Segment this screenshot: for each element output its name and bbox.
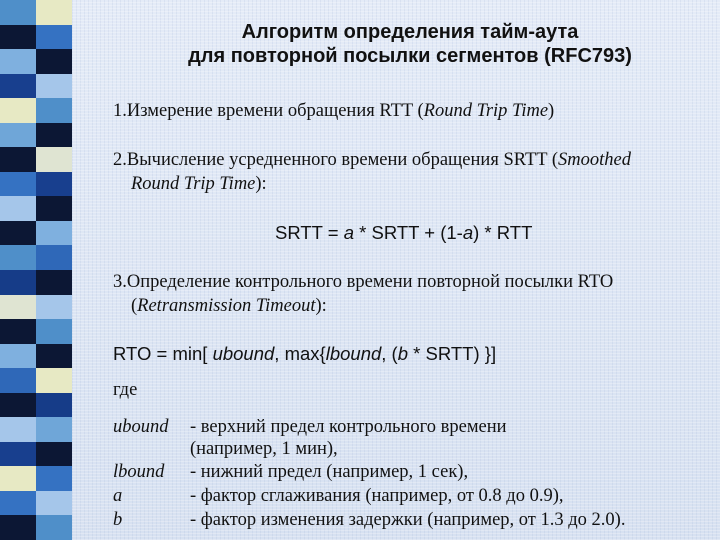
stripe-block xyxy=(36,0,72,25)
step2-line1 xyxy=(113,149,631,171)
stripe-block xyxy=(36,270,72,295)
stripe-block xyxy=(36,466,72,491)
def-term-lbound xyxy=(113,461,164,483)
stripe-block xyxy=(36,172,72,197)
step3-close: ): xyxy=(315,296,327,316)
stripe-block xyxy=(0,319,36,344)
stripe-block xyxy=(0,466,36,491)
def-term-ubound-text: ubound xyxy=(113,417,169,437)
step1-text: Измерение времени обращения RTT ( xyxy=(126,101,424,121)
stripe-block xyxy=(0,270,36,295)
stripe-column-left xyxy=(0,0,36,540)
def-term-a xyxy=(113,485,122,507)
formula-srtt xyxy=(275,222,532,244)
stripe-block xyxy=(36,147,72,172)
stripe-block xyxy=(0,147,36,172)
formula-rto-ubound: ubound xyxy=(212,343,275,364)
stripe-block xyxy=(36,221,72,246)
step3-text: Определение контрольного времени повторной посылки RTO xyxy=(126,272,614,292)
stripe-column-right xyxy=(36,0,72,540)
stripe-block xyxy=(0,245,36,270)
step1-number: 1. xyxy=(113,101,127,121)
where-label: где xyxy=(113,380,138,400)
step2-text: Вычисление усредненного времени обращения SRTT ( xyxy=(126,150,559,170)
formula-srtt-a2: a xyxy=(462,222,474,243)
def-desc-a: - фактор сглаживания (например, от 0.8 до 0.9), xyxy=(190,486,564,506)
stripe-block xyxy=(0,49,36,74)
formula-srtt-end: ) * RTT xyxy=(473,222,533,243)
stripe-block xyxy=(36,442,72,467)
step1-close: ) xyxy=(548,101,555,121)
formula-rto-mid2: , ( xyxy=(381,343,398,364)
def-term-a-text: a xyxy=(113,486,123,506)
stripe-block xyxy=(0,25,36,50)
step3-line1 xyxy=(113,271,613,293)
def-desc-b: - фактор изменения задержки (например, от 1.3 до 2.0). xyxy=(190,510,626,530)
stripe-block xyxy=(36,25,72,50)
stripe-block xyxy=(36,74,72,99)
slide-title-line2: для повторной посылки сегментов (RFC793) xyxy=(188,45,632,67)
formula-rto-mid: , max{ xyxy=(274,343,326,364)
def-desc-ubound: - верхний предел контрольного времени xyxy=(190,417,507,437)
def-desc-ubound-cont: (например, 1 мин), xyxy=(190,439,338,459)
stripe-block xyxy=(0,515,36,540)
def-term-lbound-text: lbound xyxy=(113,462,165,482)
formula-rto-b: b xyxy=(397,343,409,364)
stripe-block xyxy=(36,417,72,442)
step1-term: Round Trip Time xyxy=(423,101,549,121)
step2-number: 2. xyxy=(113,150,127,170)
formula-rto-end: * SRTT) }] xyxy=(408,343,497,364)
stripe-block xyxy=(0,393,36,418)
step3-line2 xyxy=(131,295,327,317)
stripe-block xyxy=(36,515,72,540)
step1 xyxy=(113,100,554,122)
stripe-block xyxy=(36,319,72,344)
stripe-block xyxy=(36,245,72,270)
stripe-block xyxy=(0,74,36,99)
step3-open: ( xyxy=(131,296,138,316)
stripe-block xyxy=(36,49,72,74)
decorative-stripe xyxy=(0,0,72,540)
formula-srtt-mid: * SRTT + (1- xyxy=(354,222,463,243)
def-term-ubound xyxy=(113,416,169,438)
step3-term: Retransmission Timeout xyxy=(137,296,316,316)
stripe-block xyxy=(0,368,36,393)
def-desc-lbound: - нижний предел (например, 1 сек), xyxy=(190,462,469,482)
def-term-b-text: b xyxy=(113,510,123,530)
stripe-block xyxy=(36,98,72,123)
formula-srtt-lhs: SRTT = xyxy=(275,222,344,243)
stripe-block xyxy=(0,491,36,516)
def-term-b xyxy=(113,509,122,531)
stripe-block xyxy=(0,98,36,123)
step2-close: ): xyxy=(255,174,267,194)
formula-rto-lhs: RTO = min[ xyxy=(113,343,213,364)
stripe-block xyxy=(0,123,36,148)
step2-term2: Round Trip Time xyxy=(131,174,256,194)
stripe-block xyxy=(0,221,36,246)
stripe-block xyxy=(0,442,36,467)
step2-line2 xyxy=(131,173,267,195)
stripe-block xyxy=(36,491,72,516)
stripe-block xyxy=(0,344,36,369)
stripe-block xyxy=(0,0,36,25)
step2-term1: Smoothed xyxy=(558,150,631,170)
stripe-block xyxy=(0,295,36,320)
stripe-block xyxy=(36,123,72,148)
stripe-block xyxy=(36,196,72,221)
slide-title-line1: Алгоритм определения тайм-аута xyxy=(241,21,579,43)
stripe-block xyxy=(36,344,72,369)
stripe-block xyxy=(36,368,72,393)
formula-srtt-a: a xyxy=(343,222,355,243)
stripe-block xyxy=(36,393,72,418)
stripe-block xyxy=(0,172,36,197)
formula-rto-lbound: lbound xyxy=(325,343,382,364)
step3-number: 3. xyxy=(113,272,127,292)
stripe-block xyxy=(36,295,72,320)
stripe-block xyxy=(0,417,36,442)
stripe-block xyxy=(0,196,36,221)
formula-rto xyxy=(113,343,496,365)
